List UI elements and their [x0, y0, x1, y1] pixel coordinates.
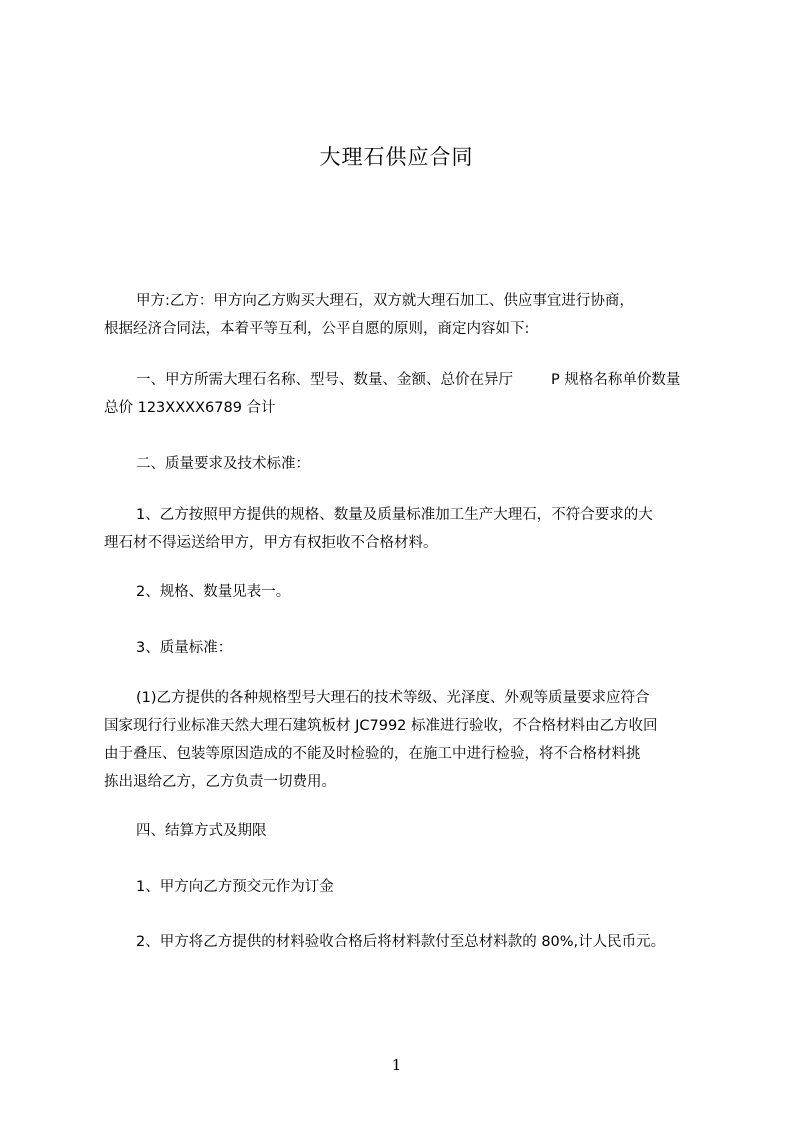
clause-1-line-1: 1、乙方按照甲方提供的规格、数量及质量标准加工生产大理石，不符合要求的大	[136, 507, 653, 523]
payment-2-paragraph	[104, 928, 704, 956]
clause-3-1-line-2: 国家现行行业标准天然大理石建筑板材 JC7992 标准进行验收，不合格材料由乙方收回	[104, 718, 658, 734]
section-4-heading-text: 四、结算方式及期限	[136, 823, 267, 839]
payment-2-text: 2、甲方将乙方提供的材料验收合格后将材料款付至总材料款的 80%,计人民币元。	[136, 934, 666, 950]
payment-1-paragraph	[104, 873, 704, 901]
section-1-items-text: 一、甲方所需大理石名称、型号、数量、金额、总价在异厅	[136, 372, 513, 388]
section-1-line-2: 总价 123XXXX6789 合计	[104, 400, 276, 416]
intro-paragraph	[104, 287, 704, 343]
clause-3-text: 3、质量标准：	[136, 640, 233, 656]
section-1-paragraph	[104, 366, 704, 422]
clause-1-paragraph	[104, 501, 704, 557]
page-number: 1	[391, 1056, 402, 1074]
section-2-heading	[104, 450, 704, 478]
clause-2-text: 2、规格、数量见表一。	[136, 584, 291, 600]
clause-3-paragraph	[104, 634, 704, 662]
intro-line-2: 根据经济合同法，本着平等互利，公平自愿的原则，商定内容如下:	[104, 321, 530, 337]
clause-3-1-line-1: (1)乙方提供的各种规格型号大理石的技术等级、光泽度、外观等质量要求应符合	[136, 690, 650, 706]
clause-1-line-2: 理石材不得运送给甲方，甲方有权拒收不合格材料。	[104, 535, 438, 551]
section-1-line-1	[104, 366, 704, 394]
section-2-heading-text: 二、质量要求及技术标准：	[136, 456, 310, 472]
document-title: 大理石供应合同	[319, 145, 474, 169]
payment-1-text: 1、甲方向乙方预交元作为订金	[136, 879, 334, 895]
clause-3-1-paragraph	[104, 684, 704, 796]
intro-line-1: 甲方:乙方：甲方向乙方购买大理石，双方就大理石加工、供应事宜进行协商，	[136, 293, 634, 309]
section-4-heading	[104, 817, 704, 845]
clause-3-1-line-3: 由于叠压、包装等原因造成的不能及时检验的，在施工中进行检验，将不合格材料挑	[104, 746, 641, 762]
clause-3-1-line-4: 拣出退给乙方，乙方负责一切费用。	[104, 774, 336, 790]
section-1-table-header-text: P 规格名称单价数量	[551, 372, 681, 388]
clause-2-paragraph	[104, 578, 704, 606]
